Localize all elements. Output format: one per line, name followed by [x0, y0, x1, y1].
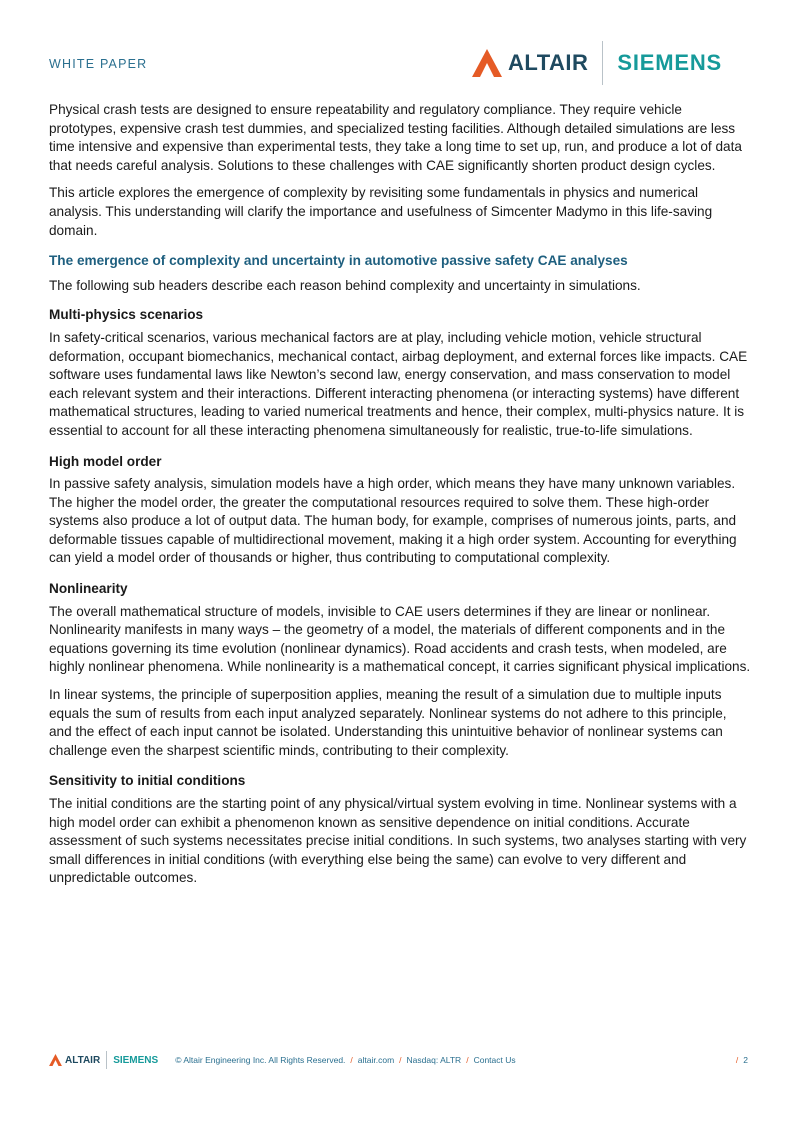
footer-separator: / [350, 1055, 353, 1065]
header-logo [472, 41, 722, 85]
subsection-heading: High model order [49, 453, 162, 469]
altair-logo [472, 49, 588, 77]
section-title: The emergence of complexity and uncertainty in automotive passive safety CAE analyses [49, 253, 628, 269]
document-body [49, 101, 752, 897]
footer-link-altair[interactable]: altair.com [357, 1055, 395, 1065]
page-footer [49, 1050, 748, 1070]
footer-separator: / [466, 1055, 469, 1065]
footer-siemens-text: SIEMENS [113, 1054, 159, 1066]
page-number-block [731, 1055, 748, 1065]
page-number: 2 [743, 1055, 748, 1065]
altair-logo-icon [49, 1054, 62, 1066]
subsection-paragraph: In linear systems, the principle of superposition applies, meaning the result of a simulation due to multiple inputs equals the sum of results from each input analyzed separately. Nonlinear systems do not adhere to this principle, and the effect of each input cannot be isolated. Understanding this unintuitive behavior of nonlinear systems can challenge even the sharpest scientific minds, contributing to their complexity. [49, 687, 727, 758]
footer-separator: / [735, 1055, 739, 1065]
altair-logo-icon [472, 49, 502, 77]
intro-paragraph-1: Physical crash tests are designed to ensure repeatability and regulatory compliance. They require vehicle prototypes, expensive crash test dummies, and specialized testing facilities. Although detailed simulations are less time intensive and expensive than experimental tests, they take a long time to set up, run, and produce a lot of data that needs careful analysis. Solutions to these challenges with CAE significantly shorten product design cycles. [49, 102, 742, 173]
logo-divider [602, 41, 603, 85]
footer-link-nasdaq[interactable]: Nasdaq: ALTR [406, 1055, 462, 1065]
subsection-paragraph: In safety-critical scenarios, various mechanical factors are at play, including vehicle motion, vehicle structural deformation, occupant biomechanics, mechanical contact, airbag deployment, and external forces like impacts. CAE software uses fundamental laws like Newton’s second law, energy conservation, and mass conservation to model each relevant system and their interactions. Different interacting phenomena (or interacting systems) have different mathematical structures, leading to varied numerical treatments and hence, their complex, multi-physics nature. It is essential to account for all these interacting phenomena simultaneously for realistic, true-to-life simulations. [49, 329, 748, 438]
section-intro: The following sub headers describe each reason behind complexity and uncertainty in simulations. [49, 277, 641, 293]
subsection-paragraph: The initial conditions are the starting point of any physical/virtual system evolving in time. Nonlinear systems with a high model order can exhibit a phenomenon known as sensitive dependence on initial conditions. Accurate assessment of such systems necessitates precise initial conditions. In such systems, two analyses starting with very small differences in initial conditions (with everything else being the same) can evolve to very different and unpredictable outcomes. [49, 796, 747, 886]
subsection-paragraph: The overall mathematical structure of models, invisible to CAE users determines if they are linear or nonlinear. Nonlinearity manifests in many ways – the geometry of a model, the materials of different components and in the equations governing its time evolution (nonlinear dynamics). Road accidents and crash tests, when modeled, are highly nonlinear phenomena. While nonlinearity is a mathematical concept, it carries significant physical implications. [49, 603, 751, 675]
footer-altair-text: ALTAIR [65, 1054, 101, 1066]
copyright-text: © Altair Engineering Inc. All Rights Reserved. [175, 1055, 346, 1065]
document-type-label: WHITE PAPER [49, 57, 148, 71]
subsection-nonlinearity [49, 580, 752, 760]
subsection-high-model-order [49, 453, 752, 569]
subsection-paragraph: In passive safety analysis, simulation models have a high order, which means they have many unknown variables. The higher the model order, the greater the computational resources required to solve them. These high-order systems also produce a lot of output data. The human body, for example, comprises of numerous joints, parts, and deformable tissues capable of multidirectional movement, making it a high order system. Accounting for everything can yield a model order of thousands or higher, thus contributing to computational complexity. [49, 476, 737, 566]
subsection-heading: Multi-physics scenarios [49, 307, 204, 323]
intro-paragraph-2: This article explores the emergence of complexity by revisiting some fundamentals in physics and numerical analysis. This understanding will clarify the importance and usefulness of Simcenter Madymo in this life-saving domain. [49, 185, 713, 238]
footer-link-contact[interactable]: Contact Us [473, 1055, 516, 1065]
altair-logo-text: ALTAIR [508, 50, 589, 75]
footer-logo [49, 1051, 158, 1069]
subsection-heading: Nonlinearity [49, 581, 128, 597]
subsection-sensitivity [49, 772, 752, 888]
footer-links [175, 1055, 515, 1065]
footer-separator: / [399, 1055, 402, 1065]
subsection-multi-physics [49, 306, 752, 440]
siemens-logo-text: SIEMENS [617, 50, 723, 75]
subsection-heading: Sensitivity to initial conditions [49, 773, 246, 789]
footer-logo-divider [106, 1051, 107, 1069]
